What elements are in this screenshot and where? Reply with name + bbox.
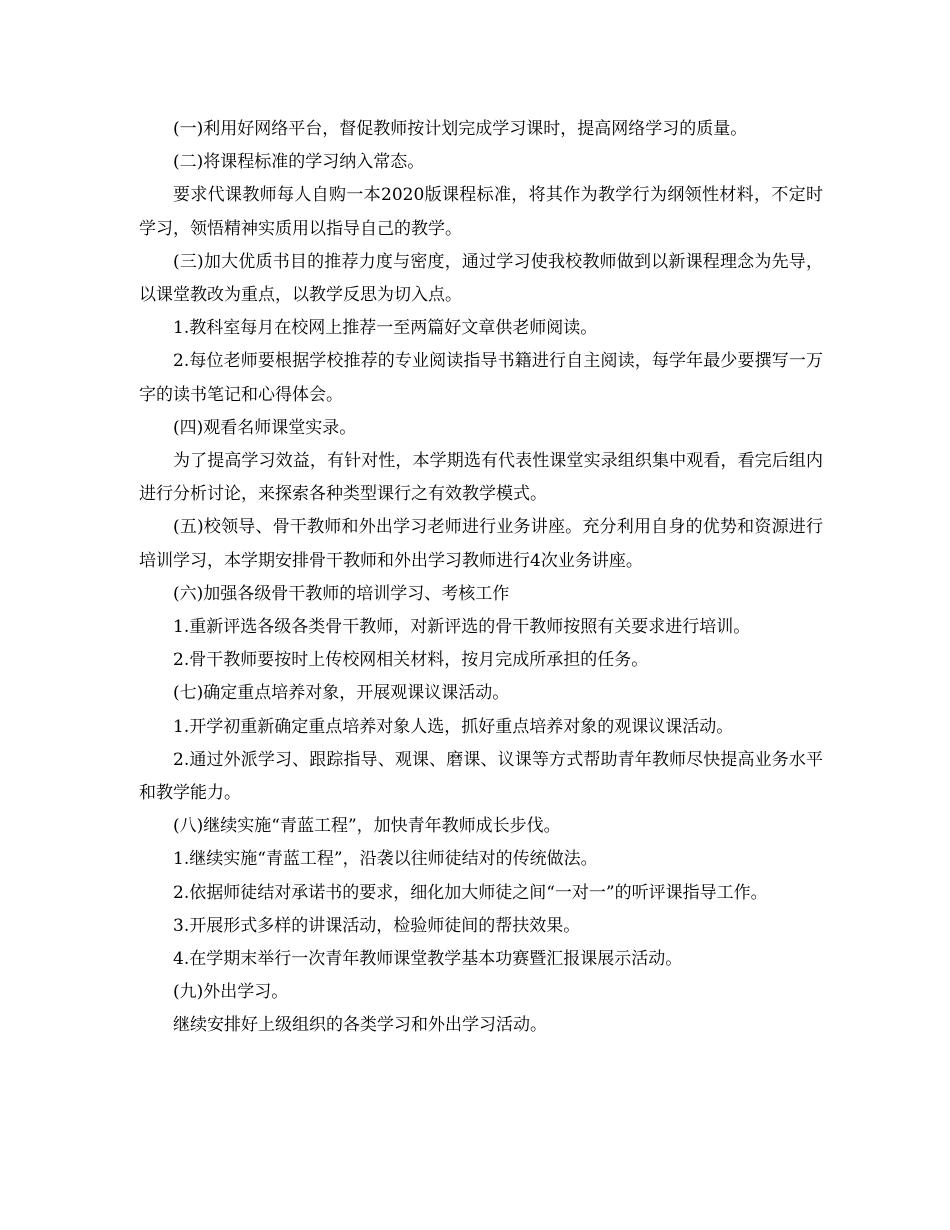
paragraph-12: 2.骨干教师要按时上传校网相关材料，按月完成所承担的任务。 <box>173 650 649 671</box>
paragraph-21: (九)外出学习。 <box>173 982 289 1003</box>
paragraph-10: (六)加强各级骨干教师的培训学习、考核工作 <box>173 583 510 604</box>
document-body <box>139 113 823 1043</box>
paragraph-14: 1.开学初重新确定重点培养对象人选，抓好重点培养对象的观课议课活动。 <box>173 716 734 737</box>
paragraph-16: (八)继续实施“青蓝工程”，加快青年教师成长步伐。 <box>173 816 561 837</box>
paragraph-6: 2.每位老师要根据学校推荐的专业阅读指导书籍进行自主阅读，每学年最少要撰写一万字的读书笔记和心得体会。 <box>139 351 823 405</box>
paragraph-9: (五)校领导、骨干教师和外出学习老师进行业务讲座。充分利用自身的优势和资源进行培训学习，本学期安排骨干教师和外出学习教师进行4次业务讲座。 <box>139 517 823 571</box>
paragraph-2: (二)将课程标准的学习纳入常态。 <box>173 152 425 173</box>
paragraph-3: 要求代课教师每人自购一本2020版课程标准，将其作为教学行为纲领性材料，不定时学习，领悟精神实质用以指导自己的教学。 <box>139 185 823 239</box>
paragraph-7: (四)观看名师课堂实录。 <box>173 417 357 438</box>
paragraph-11: 1.重新评选各级各类骨干教师，对新评选的骨干教师按照有关要求进行培训。 <box>173 617 751 638</box>
paragraph-18: 2.依据师徒结对承诺书的要求，细化加大师徒之间“一对一”的听评课指导工作。 <box>173 882 768 903</box>
paragraph-4: (三)加大优质书目的推荐力度与密度，通过学习使我校教师做到以新课程理念为先导，以课堂教改为重点，以教学反思为切入点。 <box>139 251 823 306</box>
paragraph-20: 4.在学期末举行一次青年教师课堂教学基本功赛暨汇报课展示活动。 <box>173 949 683 970</box>
paragraph-8: 为了提高学习效益，有针对性，本学期选有代表性课堂实录组织集中观看，看完后组内进行分析讨论，来探索各种类型课行之有效教学模式。 <box>139 451 823 505</box>
paragraph-19: 3.开展形式多样的讲课活动，检验师徒间的帮扶效果。 <box>173 915 581 936</box>
paragraph-13: (七)确定重点培养对象，开展观课议课活动。 <box>173 683 510 704</box>
paragraph-17: 1.继续实施“青蓝工程”，沿袭以往师徒结对的传统做法。 <box>173 849 598 870</box>
paragraph-22: 继续安排好上级组织的各类学习和外出学习活动。 <box>173 1015 547 1036</box>
paragraph-1: (一)利用好网络平台，督促教师按计划完成学习课时，提高网络学习的质量。 <box>173 119 748 139</box>
paragraph-15: 2.通过外派学习、跟踪指导、观课、磨课、议课等方式帮助青年教师尽快提高业务水平和教学能力。 <box>139 749 823 804</box>
paragraph-5: 1.教科室每月在校网上推荐一至两篇好文章供老师阅读。 <box>173 318 598 339</box>
